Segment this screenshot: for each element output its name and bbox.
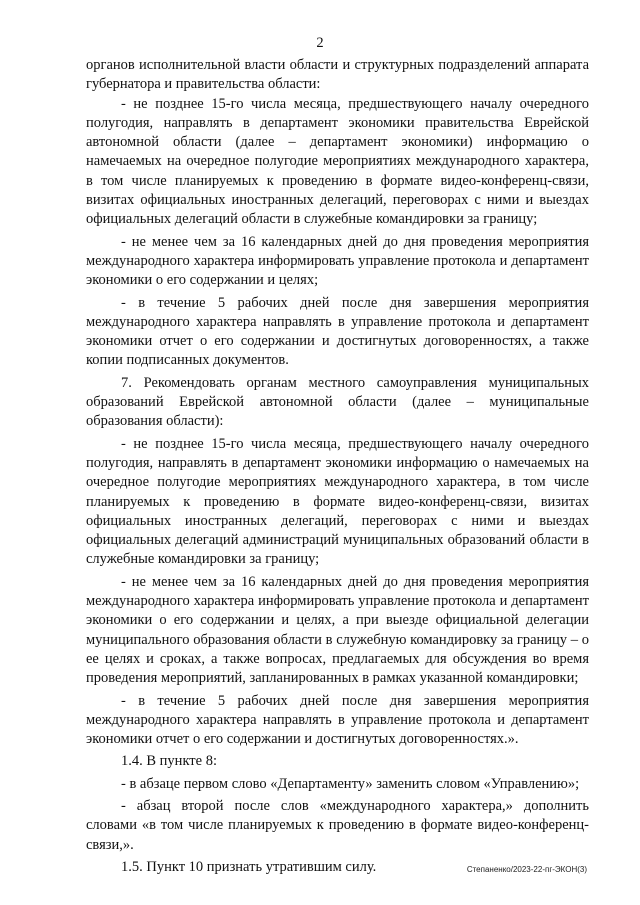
page-number: 2 xyxy=(316,35,324,51)
paragraph: - в течение 5 рабочих дней после дня завершения мероприятия международного характера направлять в управление протокола и департамент экономики отчет о его содержании и достигнутых договоренностях, а также копии подписанных документов. xyxy=(86,294,589,369)
document-code: Степаненко/2023-22-пг-ЭКОН(3) xyxy=(466,865,587,874)
paragraph: 1.4. В пункте 8: xyxy=(121,753,217,770)
paragraph: - не менее чем за 16 календарных дней до дня проведения мероприятия международного характера информировать управление протокола и департамент экономики о его содержании и целях; xyxy=(86,233,589,289)
paragraph: - абзац второй после слов «международного характера,» дополнить словами «в том числе планируемых к проведению в формате видео-конференц-связи,». xyxy=(86,797,589,853)
paragraph: органов исполнительной власти области и структурных подразделений аппарата губернатора и правительства области: xyxy=(86,57,589,93)
paragraph: - не позднее 15-го числа месяца, предшествующего началу очередного полугодия, направлять в департамент экономики правительства Еврейской автономной области (далее – департамент экономики) информацию о намечаемых на очередное полугодие мероприятиях международного характера, в том числе планируемых к проведению в формате видео-конференц-связи, визитах официальных иностранных делегаций, переговорах с ними и выездах официальных делегаций области в служебные командировки за границу; xyxy=(86,95,589,228)
paragraph: - в течение 5 рабочих дней после дня завершения мероприятия международного характера направлять в управление протокола и департамент экономики отчет о его содержании и достигнутых договоренностях.». xyxy=(86,692,589,748)
paragraph: 1.5. Пункт 10 признать утратившим силу. xyxy=(121,858,377,875)
document-body xyxy=(86,56,589,877)
paragraph: - не позднее 15-го числа месяца, предшествующего началу очередного полугодия, направлять в департамент экономики информацию о намечаемых на очередное полугодие мероприятиях международного характера, в том числе планируемых к проведению в формате видео-конференц-связи, визитах официальных иностранных делегаций, переговорах с ними и выездах официальных делегаций администраций муниципальных образований области в служебные командировки за границу; xyxy=(86,435,589,568)
paragraph: - в абзаце первом слово «Департаменту» заменить словом «Управлению»; xyxy=(121,775,580,792)
paragraph: - не менее чем за 16 календарных дней до дня проведения мероприятия международного характера информировать управление протокола и департамент экономики о его содержании и целях, а при выезде официальной делегации муниципального образования области в служебную командировку за границу – о ее целях и сроках, а также вопросах, предлагаемых для обсуждения во время проведения мероприятий, запланированных в рамках указанной командировки; xyxy=(86,573,589,687)
paragraph: 7. Рекомендовать органам местного самоуправления муниципальных образований Еврейской автономной области (далее – муниципальные образования области): xyxy=(86,374,589,430)
